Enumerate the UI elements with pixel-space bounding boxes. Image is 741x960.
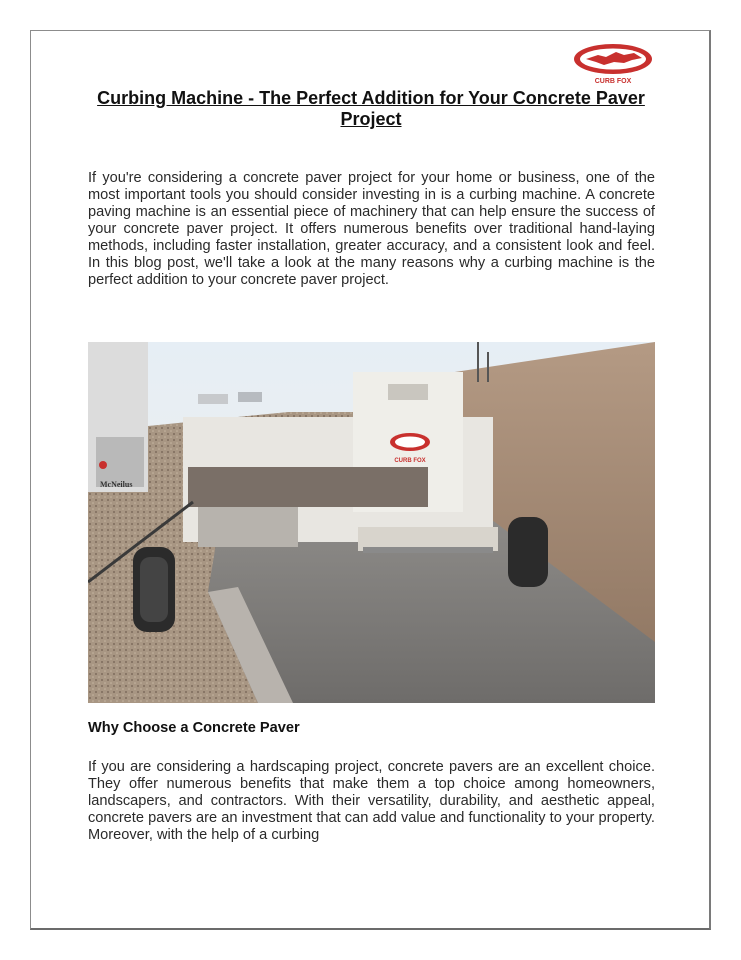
page-title: Curbing Machine - The Perfect Addition for Your Concrete Paver Project [97,88,645,129]
curb-fox-logo [572,42,654,86]
curbing-machine-photo [88,342,655,703]
svg-text:CURB FOX: CURB FOX [594,78,632,85]
section-heading: Why Choose a Concrete Paver [88,720,300,736]
svg-text:McNeilus: McNeilus [100,480,133,489]
svg-text:CURB FOX: CURB FOX [394,458,426,464]
section-paragraph: If you are considering a hardscaping project, concrete pavers are an excellent choice. They offer numerous benefits that make them a top choice among homeowners, landscapers, and contractors. With their versatility, durability, and aesthetic appeal, concrete pavers are an investment that can add value and functionality to your property. Moreover, with the help of a curbing [88,759,655,843]
intro-paragraph: If you're considering a concrete paver project for your home or business, one of the most important tools you should consider investing in is a curbing machine. A concrete paving machine is an essential piece of machinery that can help ensure the success of your concrete paver project. It offers numerous benefits over traditional hand-laying methods, including faster installation, greater accuracy, and a consistent look and feel. In this blog post, we'll take a look at the many reasons why a curbing machine is the perfect addition to your concrete paver project. [88,170,655,288]
